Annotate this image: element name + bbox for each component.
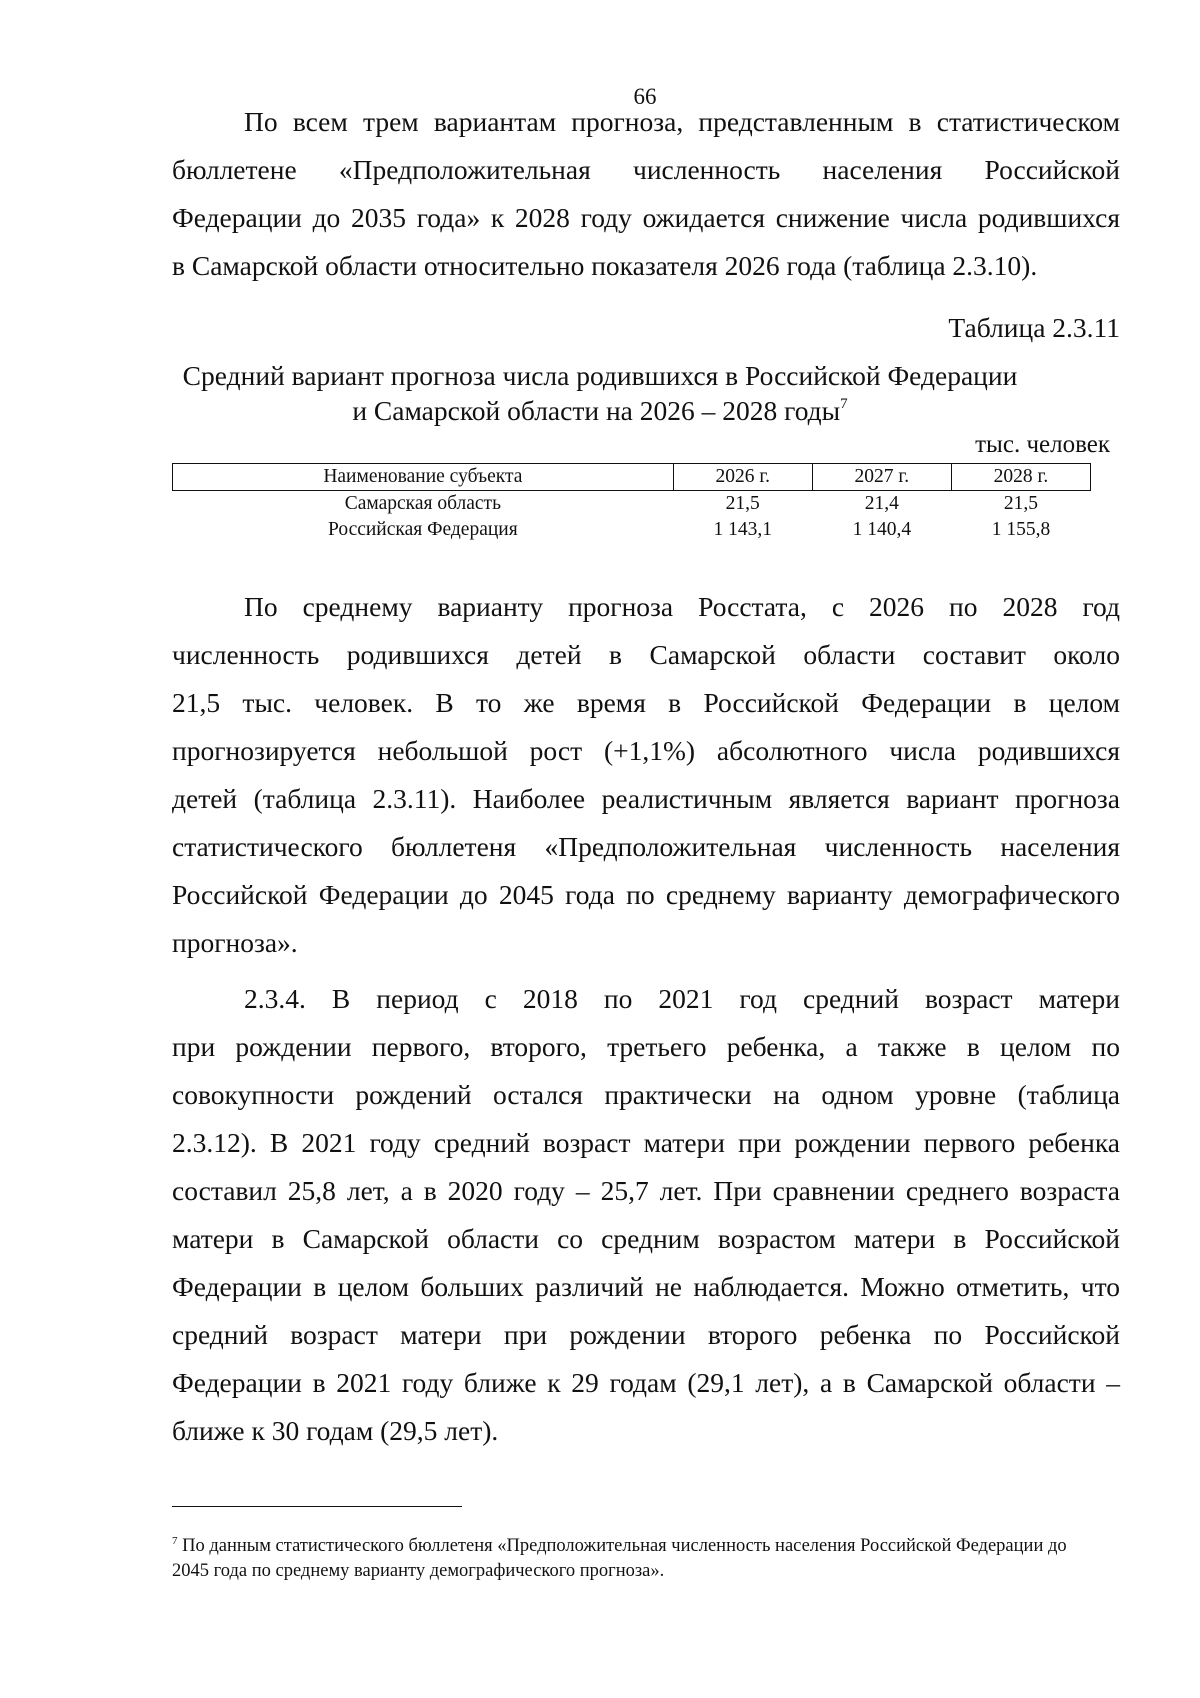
text-line: матери в Самарской области со средним возрастом матери в Российской bbox=[172, 1223, 1120, 1254]
text-line: Российской Федерации до 2045 года по среднему варианту демографического bbox=[172, 879, 1120, 910]
text-line: статистического бюллетеня «Предположительная численность населения bbox=[172, 831, 1120, 862]
cell-subject: Самарская область bbox=[344, 493, 501, 514]
footnote-reference: 7 bbox=[840, 396, 848, 412]
cell-value: 1 155,8 bbox=[991, 519, 1051, 540]
cell-subject: Российская Федерация bbox=[327, 519, 518, 540]
footnote-text: По данным статистического бюллетеня «Предположительная численность населения Российской Федерации до 2045 года по среднему варианту демографического прогноза». bbox=[172, 1536, 1067, 1581]
text-line: в Самарской области относительно показателя 2026 года (таблица 2.3.10). bbox=[172, 250, 1038, 281]
text-line: детей (таблица 2.3.11). Наиболее реалистичным является вариант прогноза bbox=[172, 783, 1120, 814]
cell-value: 1 143,1 bbox=[713, 519, 772, 540]
text-line: ближе к 30 годам (29,5 лет). bbox=[172, 1415, 499, 1446]
paragraph-1 bbox=[172, 98, 1120, 290]
footnote-divider bbox=[172, 1506, 462, 1507]
header-2027: 2027 г. bbox=[812, 464, 951, 491]
text-line: средний возраст матери при рождении второго ребенка по Российской bbox=[172, 1319, 1120, 1350]
text-line: бюллетене «Предположительная численность населения Российской bbox=[172, 154, 1120, 185]
table-header-row bbox=[173, 464, 1091, 491]
text-line: совокупности рождений остался практически на одном уровне (таблица bbox=[172, 1079, 1120, 1110]
table-row bbox=[173, 517, 1091, 543]
cell-value: 1 140,4 bbox=[852, 519, 912, 540]
table-title-line-2-text: и Самарской области на 2026 – 2028 годы bbox=[352, 395, 841, 426]
text-line: прогнозируется небольшой рост (+1,1%) абсолютного числа родившихся bbox=[172, 735, 1120, 766]
cell-value: 21,5 bbox=[725, 493, 760, 514]
forecast-table bbox=[172, 463, 1091, 543]
table-title bbox=[150, 358, 1050, 428]
text-line: численность родившихся детей в Самарской области составит около bbox=[172, 639, 1120, 670]
table-label: Таблица 2.3.11 bbox=[948, 312, 1120, 343]
header-subject: Наименование субъекта bbox=[173, 464, 674, 491]
header-2028: 2028 г. bbox=[951, 464, 1090, 491]
text-line: прогноза». bbox=[172, 927, 298, 958]
table-title-line-1: Средний вариант прогноза числа родившихся в Российской Федерации bbox=[182, 360, 1018, 391]
cell-value: 21,4 bbox=[864, 493, 899, 514]
text-line: Федерации в 2021 году ближе к 29 годам (29,1 лет), а в Самарской области – bbox=[172, 1367, 1120, 1398]
table-row bbox=[173, 491, 1091, 518]
cell-value: 21,5 bbox=[1003, 493, 1038, 514]
page-number: 66 bbox=[633, 84, 657, 109]
table-units: тыс. человек bbox=[975, 431, 1110, 458]
text-line: По среднему варианту прогноза Росстата, с 2026 по 2028 год bbox=[244, 591, 1120, 622]
text-line: 2.3.4. В период с 2018 по 2021 год средний возраст матери bbox=[244, 983, 1120, 1014]
paragraph-3 bbox=[172, 975, 1120, 1455]
text-line: при рождении первого, второго, третьего ребенка, а также в целом по bbox=[172, 1031, 1120, 1062]
text-line: По всем трем вариантам прогноза, представленным в статистическом bbox=[244, 106, 1120, 137]
footnote-marker: 7 bbox=[172, 1535, 178, 1547]
footnote bbox=[172, 1534, 1092, 1584]
paragraph-2 bbox=[172, 583, 1120, 967]
text-line: Федерации до 2035 года» к 2028 году ожидается снижение числа родившихся bbox=[172, 202, 1120, 233]
text-line: 21,5 тыс. человек. В то же время в Российской Федерации в целом bbox=[172, 687, 1120, 718]
text-line: 2.3.12). В 2021 году средний возраст матери при рождении первого ребенка bbox=[172, 1127, 1120, 1158]
text-line: Федерации в целом больших различий не наблюдается. Можно отметить, что bbox=[172, 1271, 1120, 1302]
header-2026: 2026 г. bbox=[673, 464, 812, 491]
text-line: составил 25,8 лет, а в 2020 году – 25,7 лет. При сравнении среднего возраста bbox=[172, 1175, 1120, 1206]
table-title-line-2 bbox=[150, 393, 1050, 428]
